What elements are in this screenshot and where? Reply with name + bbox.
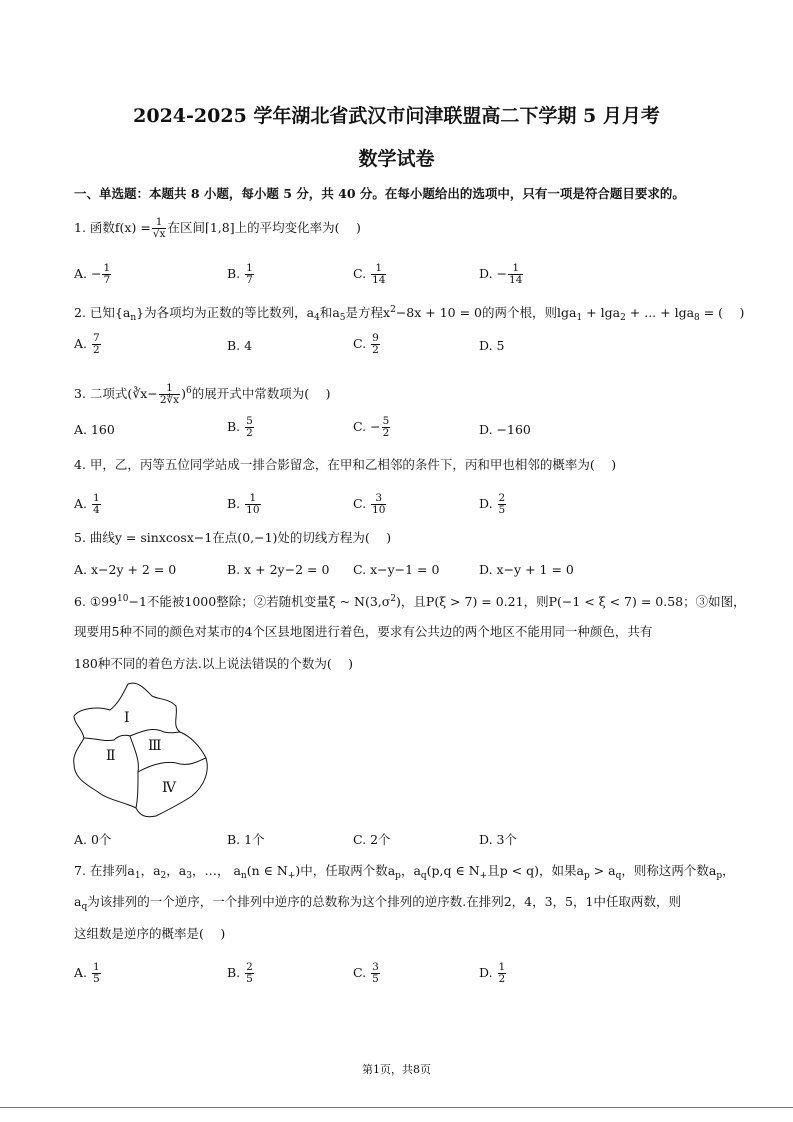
district-map-figure (68, 676, 218, 821)
question-2: 2. 已知$\{a_n\}$为各项均为正数的等比数列，$a_4$和$a_5$是方程$x^2-8x + 10 = 0$的两个根，则lga$_1$ + lga$_2$ + ... + lga$_8$ = ( ) (74, 305, 745, 323)
q1-option-c: C. $\frac{1}{14}$ (353, 262, 386, 286)
q1-option-b: B. $\frac{1}{7}$ (227, 262, 253, 286)
question-6-line-1: 6. $①99^{10}-1$不能被1000整除；②若随机变量ξ ~ $N(3,\sigma^2)$，且P(ξ > 7) = 0.21，则P(−1 < ξ < 7) = 0.58；③如图， (74, 594, 746, 609)
question-7-line-1: 7. 在排列$a_1$，$a_2$，$a_3$，…， $a_n(n$ ∈ $N_+$)中，任取两个数$a_p$，$a_q(p,q$ ∈ $N_+$且p < q)，如果$a_p > a_q$，则称这两个数$a_p$， (74, 863, 735, 881)
q6-option-d: D. 3个 (479, 832, 517, 847)
q2-option-b: B. 4 (227, 338, 253, 353)
q6-option-b: B. 1个 (227, 832, 265, 847)
question-7-line-3: 这组数是逆序的概率是( ) (74, 926, 226, 941)
map-border-1-3 (130, 729, 180, 736)
q1-frac-den: √x (152, 228, 166, 240)
q3-option-d: D. −160 (479, 422, 531, 437)
page-bottom-divider (0, 1107, 793, 1108)
q7-option-b: B. $\frac{2}{5}$ (227, 961, 253, 985)
map-border-3-4 (138, 758, 206, 772)
q5-option-b: B. x + 2y−2 = 0 (227, 562, 330, 577)
map-label-3: Ⅲ (148, 738, 162, 754)
q1-option-d: D. − $\frac{1}{14}$ (479, 262, 523, 286)
q7-option-a: A. $\frac{1}{5}$ (74, 961, 100, 985)
map-label-1: Ⅰ (124, 710, 130, 726)
q4-option-c: C. $\frac{3}{10}$ (353, 492, 386, 516)
map-border-2-4 (136, 772, 138, 808)
q4-option-b: B. $\frac{1}{10}$ (227, 492, 260, 516)
q1-number: 1. (74, 220, 86, 235)
q2-option-d: D. 5 (479, 338, 505, 353)
exam-title: 2024-2025 学年湖北省武汉市问津联盟高二下学期 5 月月考 (133, 105, 660, 127)
q4-option-a: A. $\frac{1}{4}$ (74, 492, 100, 516)
map-border-1-2 (84, 735, 130, 740)
q3-option-a: A. 160 (74, 422, 115, 437)
q5-option-d: D. x−y + 1 = 0 (479, 562, 574, 577)
question-1 (74, 217, 361, 240)
q1-frac-num: 1 (155, 216, 163, 228)
map-label-2: Ⅱ (106, 748, 116, 764)
q7-option-c: C. $\frac{3}{5}$ (353, 961, 379, 985)
q1-pre: 函数f(x) = (89, 220, 151, 235)
q1-interval: ⌈1,8] (204, 220, 235, 235)
q3-option-b: B. $\frac{5}{2}$ (227, 415, 253, 439)
question-4: 4. 甲，乙，丙等五位同学站成一排合影留念，在甲和乙相邻的条件下，丙和甲也相邻的概率为( ) (74, 457, 617, 472)
q7-option-d: D. $\frac{1}{2}$ (479, 961, 506, 985)
q5-option-c: C. x−y−1 = 0 (353, 562, 440, 577)
q6-option-a: A. 0个 (74, 832, 112, 847)
page-number: 第1页，共8页 (362, 1063, 431, 1076)
question-6-line-3: 180种不同的着色方法.以上说法错误的个数为( ) (74, 656, 354, 671)
q4-option-d: D. $\frac{2}{5}$ (479, 492, 506, 516)
q1-fraction (152, 217, 167, 240)
q5-option-a: A. x−2y + 2 = 0 (74, 562, 177, 577)
q2-option-a: A. $\frac{7}{2}$ (74, 332, 100, 356)
question-7-line-2: $a_q$为该排列的一个逆序，一个排列中逆序的总数称为这个排列的逆序数.在排列2，4，3，5，1中任取两数，则 (74, 894, 681, 912)
question-5: 5. 曲线y = sinxcosx−1在点(0,−1)处的切线方程为( ) (74, 530, 392, 545)
q1-option-a: A. − $\frac{1}{7}$ (74, 262, 111, 286)
question-6-line-2: 现要用5种不同的颜色对某市的4个区县地图进行着色，要求有公共边的两个地区不能用同一种颜色，共有 (74, 624, 653, 639)
section-heading: 一、单选题：本题共 8 小题，每小题 5 分，共 40 分。在每小题给出的选项中，只有一项是符合题目要求的。 (74, 186, 685, 201)
exam-subtitle: 数学试卷 (358, 148, 435, 170)
q6-option-c: C. 2个 (353, 832, 391, 847)
q3-option-c: C. − $\frac{5}{2}$ (353, 415, 390, 439)
map-border-2-3 (130, 736, 138, 772)
question-3: 3. 二项式(∛x− $\frac{1}{2∜x}$ )$^6$的展开式中常数项为( ) (74, 382, 331, 406)
q1-post: 上的平均变化率为( ) (234, 220, 361, 235)
map-label-4: Ⅳ (162, 780, 176, 796)
map-outline (74, 683, 208, 817)
q2-option-c: C. $\frac{9}{2}$ (353, 332, 379, 356)
q1-mid: 在区间 (167, 220, 205, 235)
